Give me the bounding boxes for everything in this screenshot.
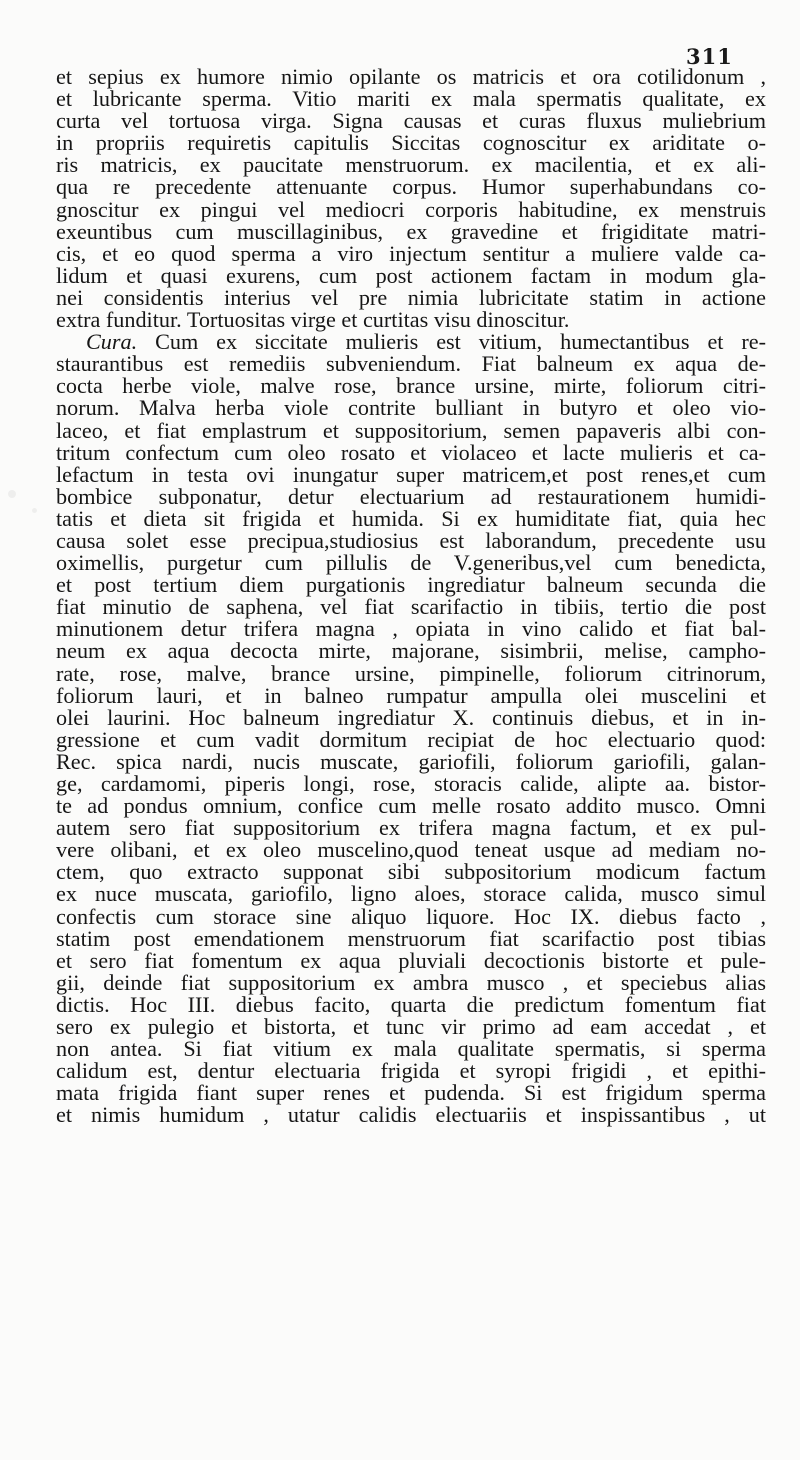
ink-smudge [8, 490, 16, 498]
text-line: foliorum lauri, et in balneo rumpatur ampulla olei muscelini et [56, 682, 766, 708]
text-line: ex nuce muscata, gariofilo, ligno aloes, storace calida, musco simul [56, 881, 766, 907]
text-line: non antea. Si fiat vitium ex mala qualitate spermatis, si sperma [56, 1036, 766, 1062]
text-line: curta vel tortuosa virga. Signa causas et curas fluxus muliebrium [56, 108, 766, 134]
text-line: confectis cum storace sine aliquo liquore. Hoc IX. diebus facto , [56, 903, 766, 929]
text-line: olei laurini. Hoc balneum ingrediatur X. continuis diebus, et in in- [56, 704, 766, 730]
text-line: ge, cardamomi, piperis longi, rose, storacis calide, alipte aa. bistor- [56, 771, 766, 796]
page-number: 311 [686, 44, 733, 69]
text-line: tatis et dieta sit frigida et humida. Si ex humiditate fiat, quia hec [56, 505, 766, 531]
text-line: rate, rose, malve, brance ursine, pimpinelle, foliorum citrinorum, [56, 660, 766, 686]
text-line: staurantibus est remediis subveniendum. Fiat balneum ex aqua de- [56, 351, 766, 377]
text-line: gii, deinde fiat suppositorium ex ambra musco , et speciebus alias [56, 969, 766, 995]
text-line: mata frigida fiant super renes et pudenda. Si est frigidum sperma [56, 1080, 766, 1106]
text-line: et lubricante sperma. Vitio mariti ex mala spermatis qualitate, ex [56, 86, 766, 112]
text-line: sero ex pulegio et bistorta, et tunc vir primo ad eam accedat , et [56, 1014, 766, 1040]
text-line: neum ex aqua decocta mirte, majorane, sisimbrii, melise, campho- [56, 638, 766, 664]
text-line: minutionem detur trifera magna , opiata in vino calido et fiat bal- [56, 616, 766, 642]
text-line: ris matricis, ex paucitate menstruorum. ex macilentia, et ex ali- [56, 152, 766, 178]
text-line: lidum et quasi exurens, cum post actionem factam in modum gla- [56, 262, 766, 288]
text-line: lefactum in testa ovi inungatur super matricem,et post renes,et cum [56, 461, 766, 487]
text-line: et nimis humidum , utatur calidis electuariis et inspissantibus , ut [56, 1102, 766, 1128]
text-line: statim post emendationem menstruorum fiat scarifactio post tibias [56, 925, 766, 951]
text-line: et sero fiat fomentum ex aqua pluviali decoctionis bistorte et pule- [56, 947, 766, 973]
text-line: qua re precedente attenuante corpus. Humor superhabundans co- [56, 174, 766, 200]
text-line: tritum confectum cum oleo rosato et violaceo et lacte mulieris et ca- [56, 439, 766, 465]
text-line: cocta herbe viole, malve rose, brance ursine, mirte, foliorum citri- [56, 373, 766, 399]
text-line: norum. Malva herba viole contrite bulliant in butyro et oleo vio- [56, 395, 766, 421]
text-line: calidum est, dentur electuaria frigida et syropi frigidi , et epithi- [56, 1058, 766, 1084]
text-line: et post tertium diem purgationis ingrediatur balneum secunda die [56, 572, 766, 598]
text-line: gnoscitur ex pingui vel mediocri corporis habitudine, ex menstruis [56, 196, 766, 222]
text-line: fiat minutio de saphena, vel fiat scarifactio in tibiis, tertio die post [56, 594, 766, 620]
text-line: vere olibani, et ex oleo muscelino,quod teneat usque ad mediam no- [56, 837, 766, 863]
text-line: extra funditur. Tortuositas virge et curtitas visu dinoscitur. [56, 307, 570, 333]
text-line: bombice subponatur, detur electuarium ad restaurationem humidi- [56, 483, 766, 509]
text-line: te ad pondus omnium, confice cum melle rosato addito musco. Omni [56, 793, 766, 819]
text-line: Rec. spica nardi, nucis muscate, gariofili, foliorum gariofili, galan- [56, 748, 766, 774]
text-line: Cura. Cum ex siccitate mulieris est vitium, humectantibus et re- [86, 329, 766, 355]
text-line: laceo, et fiat emplastrum et suppositorium, semen papaveris albi con- [56, 417, 766, 443]
text-line: et sepius ex humore nimio opilante os matricis et ora cotilidonum , [56, 64, 766, 89]
text-line: cis, et eo quod sperma a viro injectum sentitur a muliere valde ca- [56, 240, 766, 266]
text-line: causa solet esse precipua,studiosius est laborandum, precedente usu [56, 527, 766, 553]
body-text [56, 66, 766, 1127]
text-line: in propriis requiretis capitulis Siccitas cognoscitur ex ariditate o- [56, 130, 766, 156]
text-line: gressione et cum vadit dormitum recipiat de hoc electuario quod: [56, 726, 766, 752]
text-line: nei considentis interius vel pre nimia lubricitate statim in actione [56, 284, 766, 310]
text-line: dictis. Hoc III. diebus facito, quarta die predictum fomentum fiat [56, 991, 766, 1017]
text-line: exeuntibus cum muscillaginibus, ex gravedine et frigiditate matri- [56, 218, 766, 244]
text-line: ctem, quo extracto supponat sibi subpositorium modicum factum [56, 859, 766, 885]
ink-smudge [32, 508, 37, 513]
text-line: autem sero fiat suppositorium ex trifera magna factum, et ex pul- [56, 815, 766, 841]
text-line: oximellis, purgetur cum pillulis de V.generibus,vel cum benedicta, [56, 550, 766, 576]
